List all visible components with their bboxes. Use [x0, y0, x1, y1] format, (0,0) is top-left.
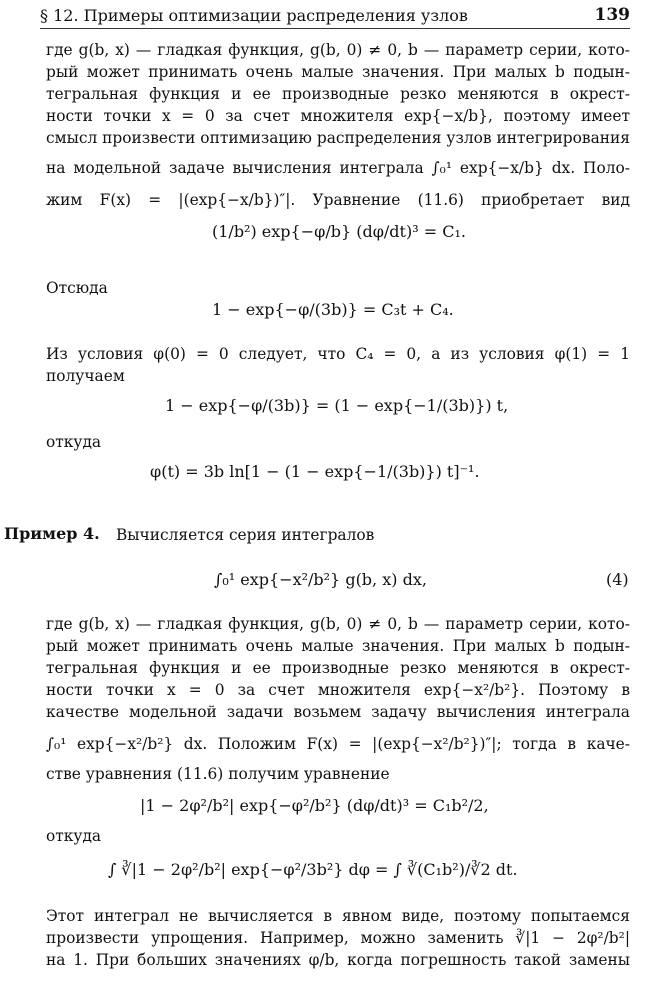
text-line: получаем	[46, 367, 125, 385]
text-line: жим F(x) = |(exp{−x/b})″|. Уравнение (11.6) приобретает вид	[46, 191, 630, 209]
equation-2: 1 − exp{−φ/(3b)} = C₃t + C₄.	[212, 300, 454, 319]
text-line: где g(b, x) — гладкая функция, g(b, 0) ≠ 0, b — параметр серии, кото-	[46, 615, 630, 633]
equation-5: ∫₀¹ exp{−x²/b²} g(b, x) dx,	[214, 570, 427, 589]
running-header	[40, 4, 630, 29]
text-line: ности точки x = 0 за счет множителя exp{−x²/b²}. Поэтому в	[46, 681, 630, 699]
example-label: Пример 4.	[4, 524, 100, 543]
equation-7: ∫ ∛|1 − 2φ²/b²| exp{−φ²/3b²} dφ = ∫ ∛(C₁b²)/∛2 dt.	[108, 860, 518, 879]
text-line: тегральная функция и ее производные резко меняются в окрест-	[46, 85, 630, 103]
equation-3: 1 − exp{−φ/(3b)} = (1 − exp{−1/(3b)}) t,	[165, 396, 509, 415]
text-line: на модельной задаче вычисления интеграла ∫₀¹ exp{−x/b} dx. Поло-	[46, 159, 630, 177]
word-otkuda: откуда	[46, 433, 102, 451]
word-otkuda-2: откуда	[46, 827, 102, 845]
word-otsyuda: Отсюда	[46, 279, 108, 297]
text-line: рый может принимать очень малые значения. При малых b подын-	[46, 63, 630, 81]
equation-1: (1/b²) exp{−φ/b} (dφ/dt)³ = C₁.	[212, 222, 466, 241]
text-line: смысл произвести оптимизацию распределения узлов интегрирования	[46, 129, 630, 147]
page-number: 139	[594, 5, 630, 25]
text-line: Из условия φ(0) = 0 следует, что C₄ = 0, а из условия φ(1) = 1	[46, 345, 630, 363]
example-intro: Вычисляется серия интегралов	[116, 526, 375, 544]
text-line: стве уравнения (11.6) получим уравнение	[46, 765, 390, 783]
text-line: рый может принимать очень малые значения. При малых b подын-	[46, 637, 630, 655]
text-line: ности точки x = 0 за счет множителя exp{−x/b}, поэтому имеет	[46, 107, 630, 125]
text-line: на 1. При больших значениях φ/b, когда погрешность такой замены	[46, 951, 630, 969]
text-line: ∫₀¹ exp{−x²/b²} dx. Положим F(x) = |(exp{−x²/b²})″|; тогда в каче-	[46, 735, 630, 753]
text-line: Этот интеграл не вычисляется в явном виде, поэтому попытаемся	[46, 907, 630, 925]
equation-6: |1 − 2φ²/b²| exp{−φ²/b²} (dφ/dt)³ = C₁b²/2,	[140, 796, 489, 815]
text-line: тегральная функция и ее производные резко меняются в окрест-	[46, 659, 630, 677]
text-line: произвести упрощения. Например, можно заменить ∛|1 − 2φ²/b²|	[46, 929, 630, 947]
text-line: качестве модельной задачи возьмем задачу вычисления интеграла	[46, 703, 630, 721]
text-line: где g(b, x) — гладкая функция, g(b, 0) ≠ 0, b — параметр серии, кото-	[46, 41, 630, 59]
equation-4: φ(t) = 3b ln[1 − (1 − exp{−1/(3b)}) t]⁻¹.	[150, 462, 480, 481]
section-title: § 12. Примеры оптимизации распределения узлов	[40, 6, 468, 25]
equation-number: (4)	[606, 570, 629, 589]
